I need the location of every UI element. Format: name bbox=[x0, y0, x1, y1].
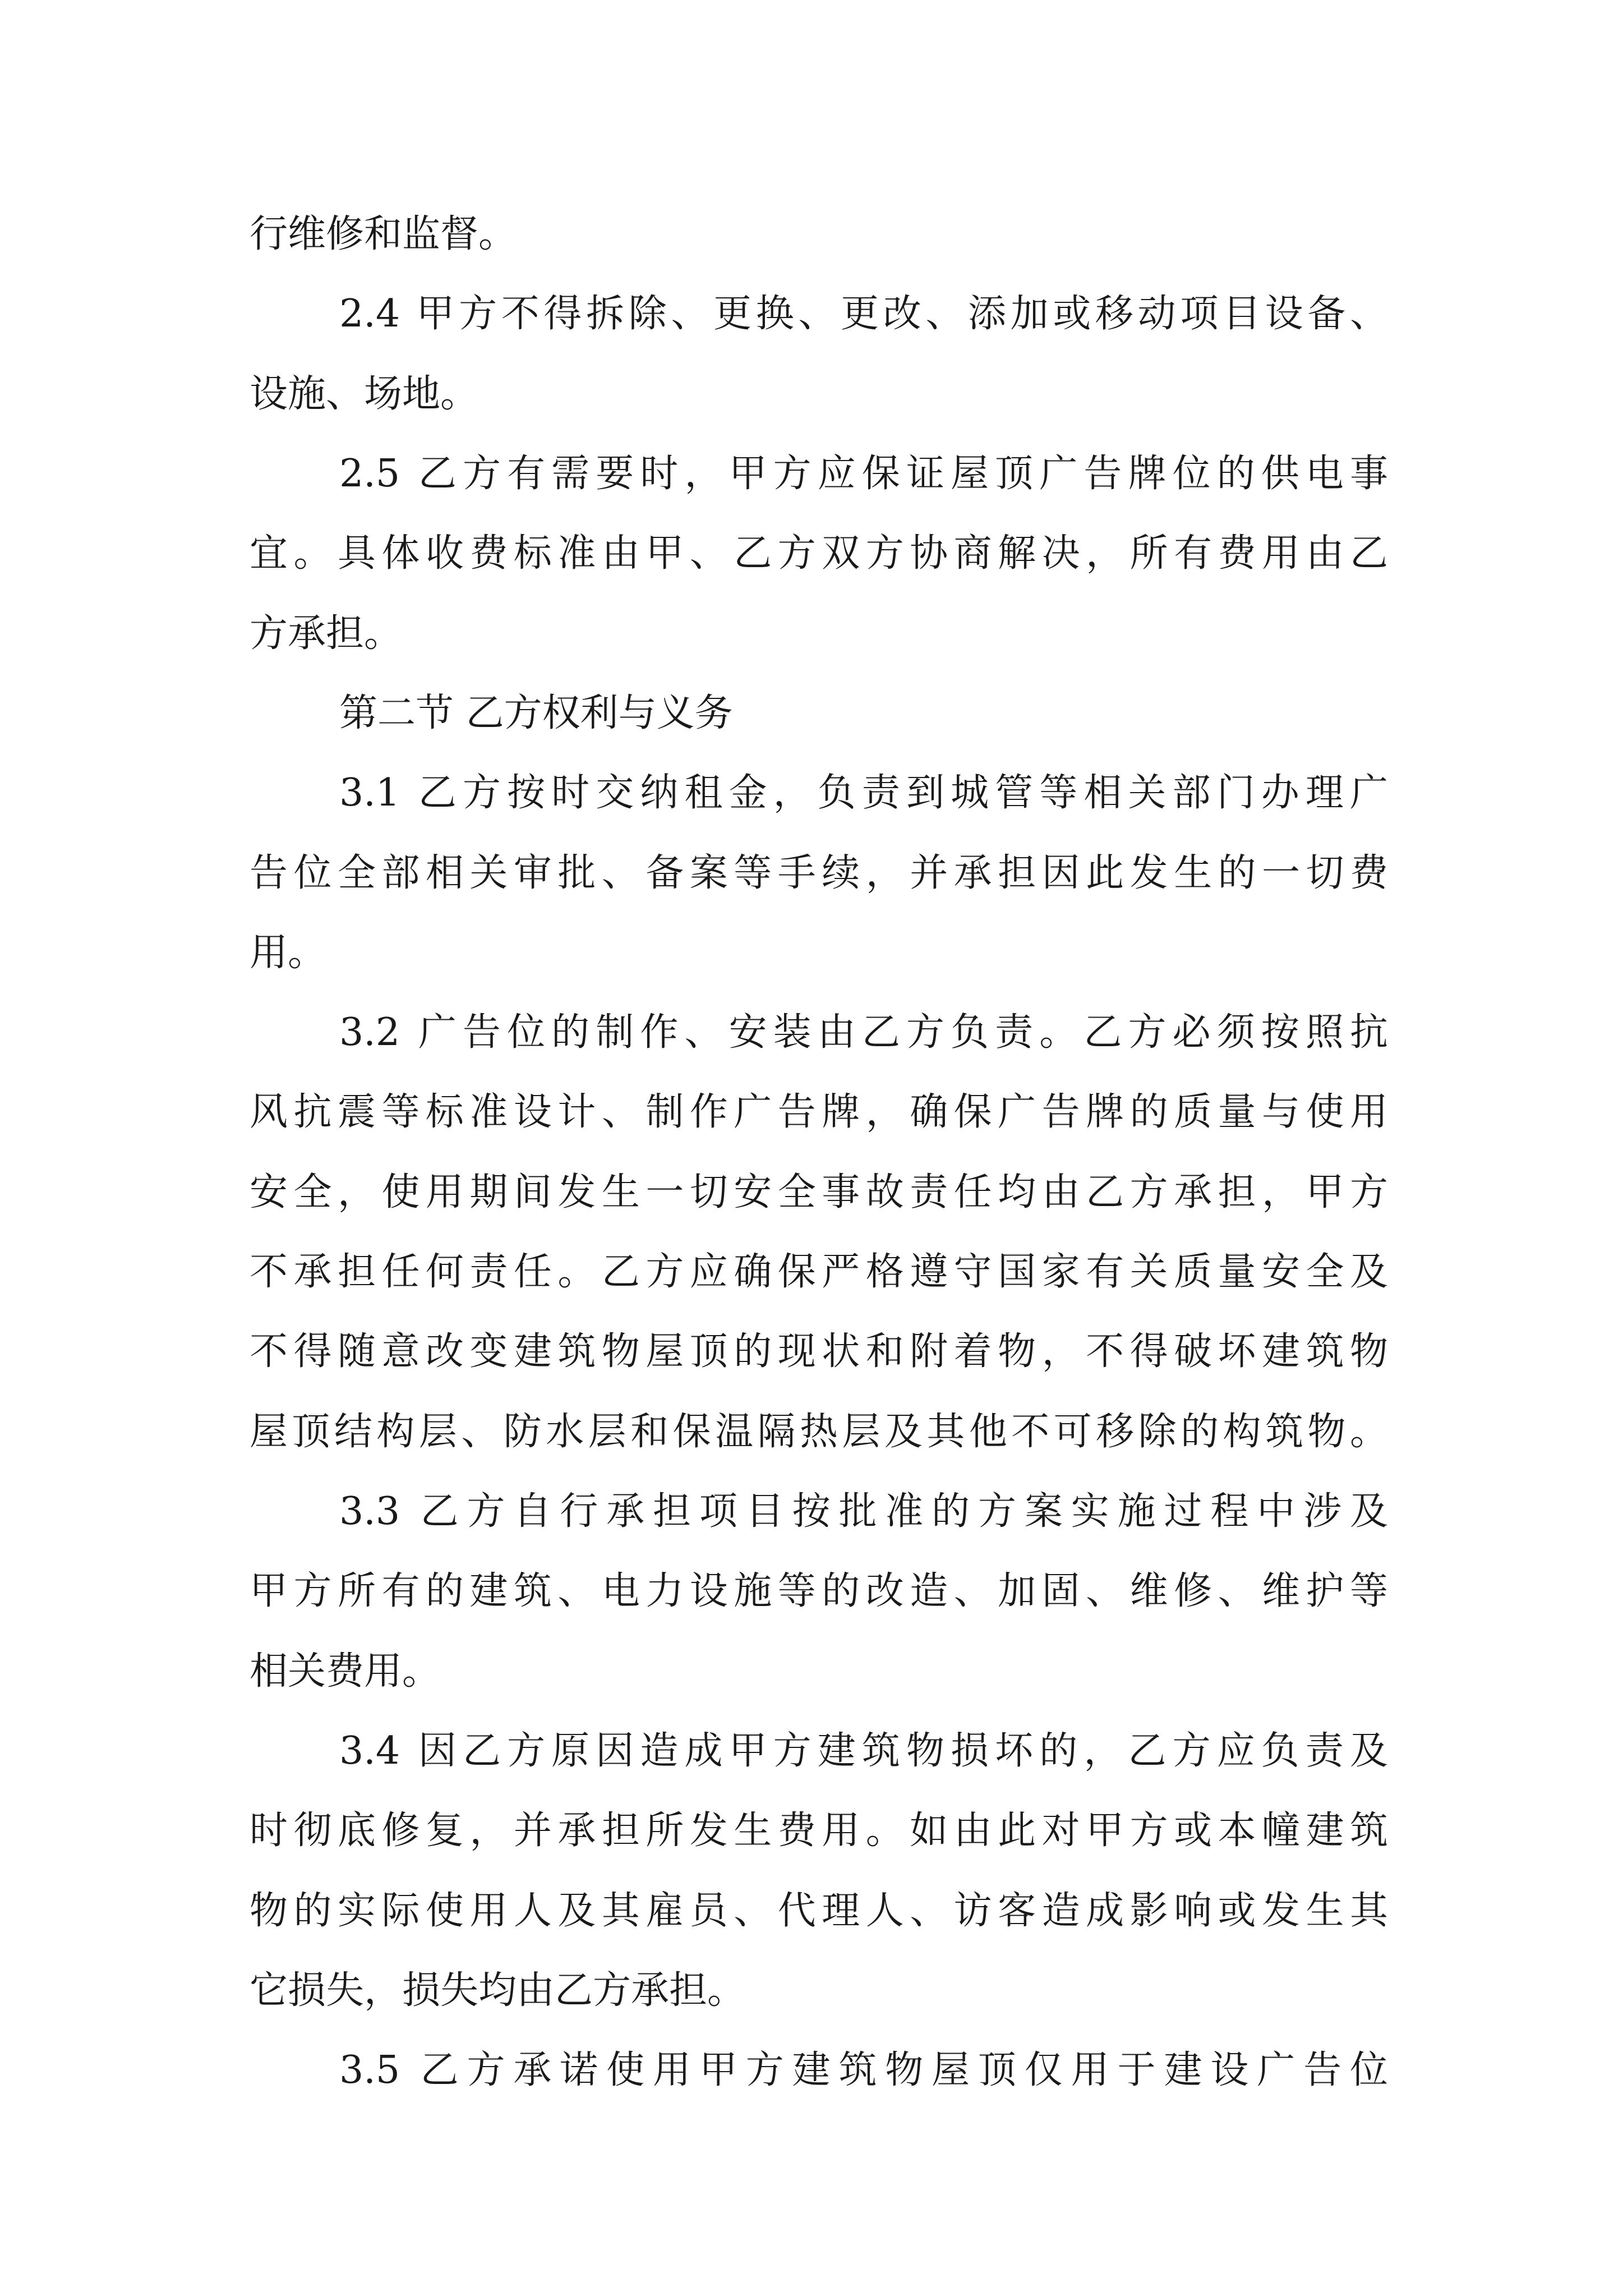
text-line: 宜。具体收费标准由甲、乙方双方协商解决，所有费用由乙 bbox=[250, 531, 1388, 576]
text-line: 风抗震等标准设计、制作广告牌，确保广告牌的质量与使用 bbox=[250, 1090, 1388, 1134]
text-line: 它损失，损失均由乙方承担。 bbox=[250, 1968, 746, 2013]
text-line: 告位全部相关审批、备案等手续，并承担因此发生的一切费 bbox=[250, 851, 1388, 895]
text-line: 用。 bbox=[250, 931, 326, 975]
text-line: 时彻底修复，并承担所发生费用。如由此对甲方或本幢建筑 bbox=[250, 1809, 1388, 1853]
clause-3-5-line: 3.5 乙方承诺使用甲方建筑物屋顶仅用于建设广告位 bbox=[339, 2048, 1388, 2092]
text-line: 安全，使用期间发生一切安全事故责任均由乙方承担，甲方 bbox=[250, 1170, 1388, 1214]
clause-3-4-line: 3.4 因乙方原因造成甲方建筑物损坏的，乙方应负责及 bbox=[339, 1729, 1388, 1773]
clause-3-1-line: 3.1 乙方按时交纳租金，负责到城管等相关部门办理广 bbox=[339, 771, 1388, 815]
text-line: 行维修和监督。 bbox=[250, 212, 517, 256]
text-line: 屋顶结构层、防水层和保温隔热层及其他不可移除的构筑物。 bbox=[250, 1410, 1388, 1454]
text-line: 不得随意改变建筑物屋顶的现状和附着物，不得破坏建筑物 bbox=[250, 1329, 1388, 1374]
text-line: 物的实际使用人及其雇员、代理人、访客造成影响或发生其 bbox=[250, 1889, 1388, 1933]
text-line: 相关费用。 bbox=[250, 1649, 441, 1694]
text-line: 方承担。 bbox=[250, 611, 403, 656]
clause-3-3-line: 3.3 乙方自行承担项目按批准的方案实施过程中涉及 bbox=[339, 1489, 1388, 1534]
clause-2-4-line: 2.4 甲方不得拆除、更换、更改、添加或移动项目设备、 bbox=[339, 292, 1388, 336]
text-line: 不承担任何责任。乙方应确保严格遵守国家有关质量安全及 bbox=[250, 1250, 1388, 1294]
section-heading: 第二节 乙方权利与义务 bbox=[339, 691, 733, 735]
clause-3-2-line: 3.2 广告位的制作、安装由乙方负责。乙方必须按照抗 bbox=[339, 1010, 1388, 1055]
text-line: 设施、场地。 bbox=[250, 372, 479, 416]
text-line: 甲方所有的建筑、电力设施等的改造、加固、维修、维护等 bbox=[250, 1569, 1388, 1613]
clause-2-5-line: 2.5 乙方有需要时，甲方应保证屋顶广告牌位的供电事 bbox=[339, 452, 1388, 496]
